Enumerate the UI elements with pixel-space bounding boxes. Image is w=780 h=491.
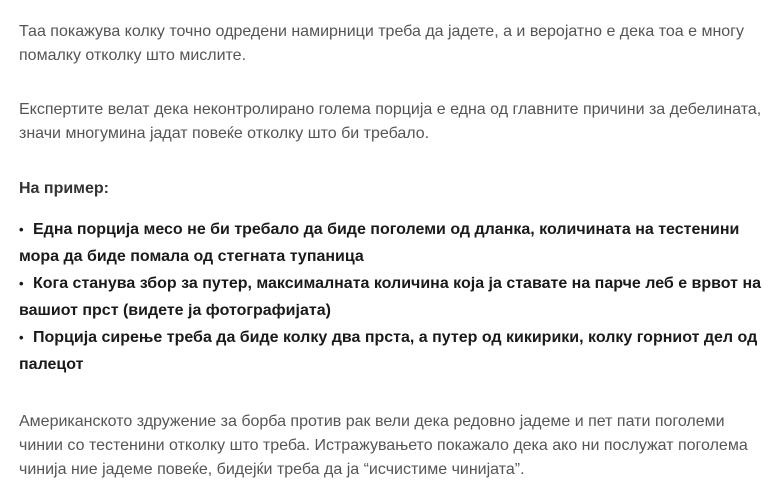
list-item [19, 216, 764, 270]
portion-examples-list [19, 216, 764, 378]
list-item-text: Порција сирење треба да биде колку два прста, а путер од кикирики, колку горниот дел од палецот [19, 329, 758, 373]
list-item [19, 270, 764, 324]
list-item-text: Кога станува збор за путер, максималната количина која ја ставате на парче леб е врвот на вашиот прст (видете ја фотографијата) [19, 275, 761, 319]
bullet-icon: • [19, 222, 24, 237]
list-item [19, 324, 764, 378]
paragraph-experts: Експертите велат дека неконтролирано голема порција е една од главните причини за дебелината, значи многумина јадат повеќе отколку што би требало. [19, 101, 762, 142]
bullet-icon: • [19, 330, 24, 345]
list-item-text: Една порција месо не би требало да биде поголеми од дланка, количината на тестенини мора да биде помала од стегната тупаница [19, 221, 740, 265]
paragraph-portion-size: Таа покажува колку точно одредени намирници треба да јадете, а и веројатно е дека тоа е многу помалку отколку што мислите. [19, 23, 745, 64]
example-heading: На пример: [19, 180, 110, 197]
bullet-icon: • [19, 276, 24, 291]
paragraph-cancer-association: Американското здружение за борба против рак вели дека редовно јадеме и пет пати поголеми чинии со тестенини отколку што треба. Истражувањето покажало дека ако ни послужат поголема чинија ние јадеме повеќе, бидејќи треба да ја “исчистиме чинијата”. [19, 413, 748, 478]
